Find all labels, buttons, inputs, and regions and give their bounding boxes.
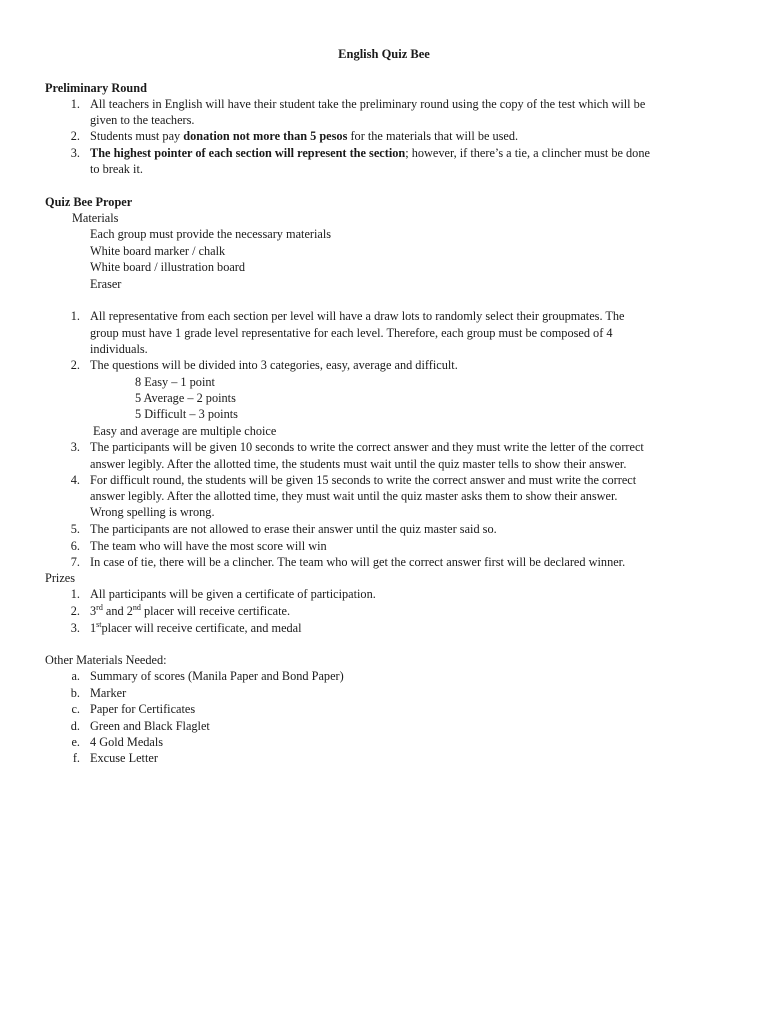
prizes-heading: Prizes: [45, 571, 76, 585]
materials-label: Materials: [72, 211, 119, 225]
document-page: English Quiz Bee Preliminary Round 1. All teachers in English will have their student take the preliminary round using the copy of the test which will be given to the teachers. 2. Students must pay donation not more than 5 pesos for the materials that will be used. 3. The highest pointer of each section will represent the section; however, if there’s a tie, a clincher must be done to break it. Quiz Bee Proper Materials Each group must provide the necessary materials White board marker / chalk White board / illustration board Eraser 1. All representative from each section per level will have a draw lots to randomly select their groupmates. The group must have 1 grade level representative for each level. Therefore, each group must be composed of 4 individuals. 2. The questions will be divided into 3 categories, easy, average and difficult. 8 Easy – 1 point 5 Average – 2 points 5 Difficult – 3 points Easy and average are multiple choice 3. The participants will be given 10 seconds to write the correct answer and they must write the letter of the correct answer legibly. After the allotted time, the students must wait until the quiz master tells to show their answer. 4. For difficult round, the students will be given 15 seconds to write the correct answer and must write the correct answer legibly. After the allotted time, they must wait until the quiz master asks them to show their answer. Wrong spelling is wrong. 5. The participants are not allowed to erase their answer until the quiz master said so. 6. The team who will have the most score will win 7. In case of tie, there will be a clincher. The team who will get the correct answer first will be declared winner. Prizes 1. All participants will be given a certificate of participation. 2. 3rd and 2nd placer will receive certificate. 3. 1stplacer will receive certificate, and medal Other Materials Needed: a. Summary of scores (Manila Paper and Bond Paper) b. Marker c. Paper for Certificates d. Green and Black Flaglet e. 4 Gold Medals f. Excuse Letter: [0, 0, 768, 1024]
category-note: Easy and average are multiple choice: [93, 424, 277, 438]
category-item: 5 Average – 2 points: [135, 391, 236, 405]
material-item: White board / illustration board: [90, 260, 246, 274]
document-title: English Quiz Bee: [338, 47, 430, 61]
category-item: 8 Easy – 1 point: [135, 375, 215, 389]
category-item: 5 Difficult – 3 points: [135, 407, 238, 421]
material-item: Eraser: [90, 277, 122, 291]
preliminary-heading: Preliminary Round: [45, 81, 147, 95]
proper-heading: Quiz Bee Proper: [45, 195, 133, 209]
other-materials-heading: Other Materials Needed:: [45, 653, 167, 667]
material-item: Each group must provide the necessary materials: [90, 227, 332, 241]
material-item: White board marker / chalk: [90, 244, 226, 258]
